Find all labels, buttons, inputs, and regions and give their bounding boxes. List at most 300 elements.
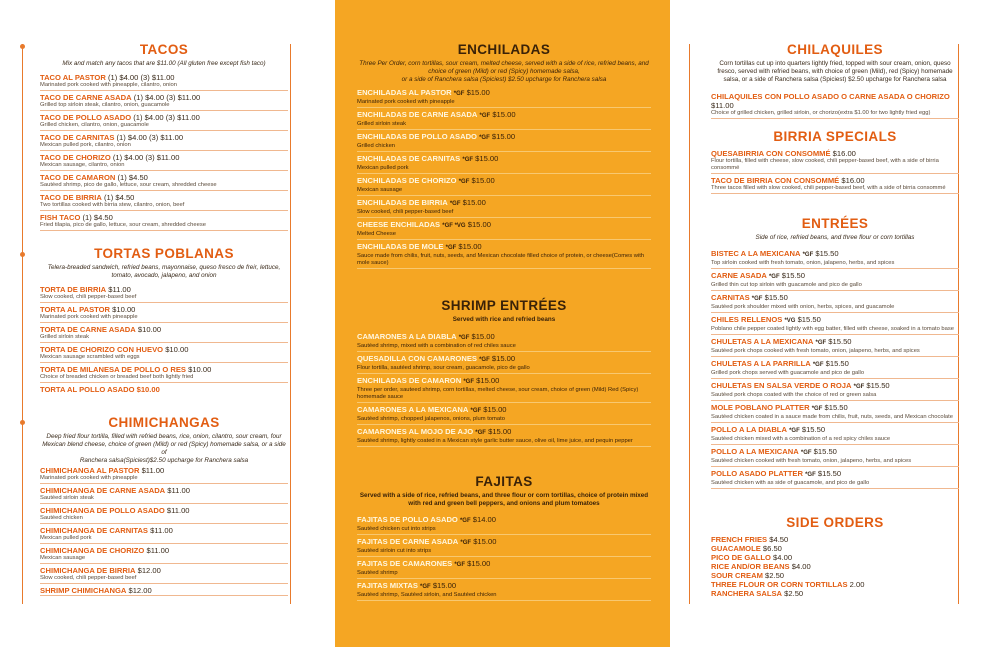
menu-item-price: $15.00 bbox=[488, 427, 512, 436]
birria-section bbox=[711, 129, 959, 196]
menu-item-description: Poblano chile pepper coated lightly with egg batter, filled with cheese, soaked in a tomato base bbox=[711, 326, 959, 335]
menu-item-description: Sautéed shrimp, Sautéed sirloin, and Sautéed chicken bbox=[357, 592, 651, 601]
menu-item-name: ENCHILADAS DE CHORIZO bbox=[357, 176, 457, 185]
menu-item-price: $15.00 bbox=[473, 537, 497, 546]
menu-item-description: Mexican sausage bbox=[357, 187, 651, 196]
menu-item-price: $15.00 bbox=[491, 354, 516, 363]
menu-item-line bbox=[711, 571, 959, 580]
menu-item-name: CHIMICHANGA AL PASTOR bbox=[40, 466, 140, 475]
menu-item-line bbox=[357, 537, 651, 548]
menu-item bbox=[40, 93, 288, 111]
menu-item bbox=[711, 571, 959, 580]
menu-item-tag: *GF bbox=[458, 179, 470, 185]
menu-item-name: CHEESE ENCHILADAS bbox=[357, 220, 441, 229]
menu-item-name: TACO AL PASTOR bbox=[40, 73, 106, 82]
menu-item-line bbox=[711, 425, 959, 436]
enchiladas-list bbox=[357, 88, 651, 269]
menu-item bbox=[357, 110, 651, 130]
menu-item-name: TORTA DE BIRRIA bbox=[40, 285, 107, 294]
menu-item-name: POLLO A LA DIABLA bbox=[711, 425, 787, 434]
menu-item-description: Mexican sausage, cilantro, onion bbox=[40, 162, 288, 171]
fajitas-list bbox=[357, 515, 651, 601]
menu-item-description: Grilled top sirloin steak, cilantro, onion, guacamole bbox=[40, 102, 288, 111]
menu-item-name: ENCHILADAS DE CARNITAS bbox=[357, 154, 461, 163]
menu-item-description: Grilled sirloin steak bbox=[40, 334, 288, 343]
menu-item-line bbox=[711, 535, 959, 544]
menu-item-price: $15.00 bbox=[467, 559, 491, 568]
menu-item-line bbox=[357, 332, 651, 343]
menu-item-price: (1) $4.00 (3) $11.00 bbox=[107, 73, 175, 82]
enchiladas-title: ENCHILADAS bbox=[457, 42, 551, 57]
chilaquiles-section bbox=[711, 42, 959, 121]
menu-item bbox=[357, 132, 651, 152]
entrees-list bbox=[711, 249, 959, 489]
chilaquiles-intro: Corn tortillas cut up into quarters lightly fried, topped with sour cream, onion, queso fresco, served with refried beans, with choice of green (Mild), red (Spicy) homemade salsa, or a side of Ranchera salsa (Spiciest) $2.50 upcharge for Ranchera salsa bbox=[717, 60, 953, 83]
menu-item-tag: *GF bbox=[449, 201, 461, 207]
menu-item-price: $15.00 bbox=[476, 376, 500, 385]
menu-item bbox=[711, 337, 959, 357]
menu-item-line bbox=[711, 589, 959, 598]
menu-item-price: $16.00 bbox=[832, 149, 856, 158]
menu-item-price: $15.00 bbox=[471, 332, 495, 341]
menu-item bbox=[40, 213, 288, 231]
menu-item-description: Sautéed shrimp bbox=[357, 570, 651, 579]
enchiladas-intro2: or a side of Ranchera salsa (Spiciest) $2.50 upcharge for Ranchera salsa bbox=[401, 76, 607, 83]
menu-item-tag: *VG bbox=[784, 318, 796, 324]
menu-item-price: (1) $4.00 (3) $11.00 bbox=[133, 113, 200, 122]
menu-item-line bbox=[40, 133, 288, 142]
menu-item-description: Marinated pork cooked with pineapple, cilantro, onion bbox=[40, 82, 288, 91]
menu-item-tag: *GF bbox=[789, 428, 800, 434]
menu-item-line bbox=[357, 427, 651, 438]
menu-item-line bbox=[40, 213, 288, 222]
menu-item-name: CHIMICHANGA DE BIRRIA bbox=[40, 566, 136, 575]
menu-item-name: CHULETAS EN SALSA VERDE O ROJA bbox=[711, 381, 852, 390]
menu-item bbox=[711, 535, 959, 544]
menu-item-name: TORTA DE MILANESA DE POLLO O RES bbox=[40, 365, 186, 374]
menu-item-tag: *GF bbox=[479, 135, 490, 141]
menu-item-description: Grilled chicken bbox=[357, 143, 651, 152]
tacos-title: TACOS bbox=[139, 42, 189, 57]
menu-item-tag: *GF bbox=[445, 245, 457, 251]
menu-item-description: Marinated pork cooked with pineapple bbox=[40, 314, 288, 323]
menu-item bbox=[40, 586, 288, 596]
menu-item-name: BISTEC A LA MEXICANA bbox=[711, 249, 801, 258]
menu-item-name: SOUR CREAM bbox=[711, 571, 763, 580]
menu-item-line bbox=[357, 176, 651, 187]
tortas-title: TORTAS POBLANAS bbox=[94, 246, 234, 261]
menu-item-name: CHILAQUILES CON POLLO ASADO O CARNE ASADA O CHORIZO bbox=[711, 92, 950, 101]
menu-item-line bbox=[357, 132, 651, 143]
menu-item-price: $11.00 bbox=[146, 546, 170, 555]
menu-item-tag: *GF bbox=[812, 362, 824, 368]
menu-item-tag: *GF bbox=[800, 450, 812, 456]
menu-item-description: Grilled chicken, cilantro, onion, guacamole bbox=[40, 122, 288, 131]
menu-item-description: Sautéed pork chops coated with the choice of red or green salsa bbox=[711, 392, 959, 401]
menu-item-line bbox=[357, 405, 651, 416]
menu-item bbox=[711, 580, 959, 589]
menu-item-name: MOLE POBLANO PLATTER bbox=[711, 403, 810, 412]
menu-item-tag: *GF bbox=[853, 384, 865, 390]
shrimp-section bbox=[357, 298, 651, 449]
menu-item-price: $6.50 bbox=[762, 544, 782, 553]
menu-item-description: Sautéed chicken coated in a sauce made from chilis, fruit, nuts, seeds, and Mexican chocolate bbox=[711, 414, 959, 423]
column-middle-orange-panel bbox=[335, 0, 670, 647]
menu-item-description: Sautéed chicken with as side of guacamole, and pico de gallo bbox=[711, 480, 959, 489]
menu-item-price: (1) $4.00 (3) $11.00 bbox=[116, 133, 184, 142]
menu-item bbox=[711, 149, 959, 174]
menu-item-price: $15.00 bbox=[432, 581, 457, 590]
menu-item-price: (1) $4.50 bbox=[82, 213, 113, 222]
menu-item-name: TACO DE POLLO ASADO bbox=[40, 113, 132, 122]
menu-item-line bbox=[357, 88, 651, 99]
menu-item-name: FRENCH FRIES bbox=[711, 535, 768, 544]
menu-item-line bbox=[357, 515, 651, 526]
chimichangas-title: CHIMICHANGAS bbox=[108, 415, 220, 430]
menu-item-line bbox=[40, 305, 288, 314]
menu-item-name: FAJITAS MIXTAS bbox=[357, 581, 418, 590]
menu-item-description: Fried tilapia, pico de gallo, lettuce, sour cream, shredded cheese bbox=[40, 222, 288, 231]
enchiladas-section bbox=[357, 42, 651, 271]
menu-item-line bbox=[357, 110, 651, 121]
menu-item-name: QUESADILLA CON CAMARONES bbox=[357, 354, 477, 363]
birria-list bbox=[711, 149, 959, 194]
tortas-section bbox=[40, 246, 288, 394]
menu-item bbox=[40, 325, 288, 343]
menu-item-price: $11.00 bbox=[150, 526, 173, 535]
menu-item bbox=[711, 315, 959, 335]
menu-item bbox=[40, 345, 288, 363]
chilaquiles-title: CHILAQUILES bbox=[787, 42, 883, 57]
menu-item bbox=[711, 176, 959, 194]
menu-item-line bbox=[711, 271, 959, 282]
menu-item bbox=[711, 359, 959, 379]
menu-item-price: $15.00 bbox=[458, 242, 482, 251]
menu-item bbox=[357, 242, 651, 269]
menu-item-line bbox=[357, 581, 651, 592]
fajitas-section bbox=[357, 474, 651, 603]
menu-item bbox=[711, 425, 959, 445]
menu-item-description: Sautéed chicken bbox=[40, 515, 288, 524]
entrees-section bbox=[711, 216, 959, 491]
menu-item-price: $10.00 bbox=[188, 365, 212, 374]
menu-item-line bbox=[357, 376, 651, 387]
menu-item-name: ENCHILADAS AL PASTOR bbox=[357, 88, 452, 97]
menu-item-price: $10.00 bbox=[165, 345, 189, 354]
menu-item-tag: *GF bbox=[475, 430, 486, 436]
tacos-intro: Mix and match any tacos that are $11.00 (All gluten free except fish taco) bbox=[62, 60, 266, 67]
chimichangas-intro2: Ranchera salsa(Spiciest)$2.50 upcharge for Ranchera salsa bbox=[79, 457, 249, 464]
menu-item bbox=[40, 305, 288, 323]
menu-item-price: $2.50 bbox=[765, 571, 785, 580]
menu-item-price: $15.00 bbox=[492, 110, 516, 119]
menu-item bbox=[711, 403, 959, 423]
menu-item bbox=[357, 354, 651, 374]
menu-item-name: CAMARONES A LA MEXICANA bbox=[357, 405, 469, 414]
sides-list bbox=[711, 535, 959, 598]
menu-item-name: ENCHILADAS DE BIRRIA bbox=[357, 198, 448, 207]
menu-item bbox=[711, 553, 959, 562]
menu-item-tag: *GF bbox=[460, 540, 472, 546]
tacos-list bbox=[40, 73, 288, 231]
menu-item-line bbox=[40, 173, 288, 182]
entrees-title: ENTRÉES bbox=[801, 216, 869, 231]
menu-item-line bbox=[711, 544, 959, 553]
menu-item-line bbox=[40, 566, 288, 575]
menu-item-description: Three tacos filled with slow cooked, chili pepper-based beef, with a side of birria consommé bbox=[711, 185, 959, 194]
menu-item-description: Grilled pork chops served with guacamole and pico de gallo bbox=[711, 370, 959, 379]
menu-item-price: $10.00 bbox=[112, 305, 136, 314]
column-right bbox=[686, 0, 966, 647]
menu-item-line bbox=[40, 113, 288, 122]
menu-item-price: $15.50 bbox=[825, 359, 849, 368]
sides-section bbox=[711, 515, 959, 598]
menu-item-description: Sautéed chicken cut into strips bbox=[357, 526, 651, 535]
menu-item-description: Mexican sausage bbox=[40, 555, 288, 564]
menu-item-tag: *GF bbox=[454, 562, 466, 568]
menu-item-description: Sautéed shrimp, pico de gallo, lettuce, sour cream, shredded cheese bbox=[40, 182, 288, 191]
menu-item-line bbox=[357, 198, 651, 209]
menu-item-name: ENCHILADAS DE CAMARON bbox=[357, 376, 462, 385]
menu-item-name: TORTA DE CARNE ASADA bbox=[40, 325, 136, 334]
menu-item-price: $15.50 bbox=[797, 315, 821, 324]
menu-item bbox=[40, 193, 288, 211]
menu-item-price: (1) $4.00 (3) $11.00 bbox=[133, 93, 201, 102]
menu-item-name: CARNE ASADA bbox=[711, 271, 767, 280]
menu-item-tag: *GF bbox=[459, 518, 471, 524]
menu-item-line bbox=[357, 220, 651, 231]
menu-item-line bbox=[711, 315, 959, 326]
menu-item-price: $11.00 bbox=[166, 506, 190, 515]
menu-item-name: RICE AND/OR BEANS bbox=[711, 562, 790, 571]
menu-item-price: $4.00 bbox=[773, 553, 793, 562]
menu-item-tag: *GF bbox=[811, 406, 823, 412]
menu-item-tag: *GF bbox=[479, 113, 491, 119]
menu-item-name: FAJITAS DE CARNE ASADA bbox=[357, 537, 459, 546]
menu-item-line bbox=[40, 285, 288, 294]
menu-item-name: FAJITAS DE POLLO ASADO bbox=[357, 515, 458, 524]
menu-item-tag: *GF bbox=[458, 335, 470, 341]
menu-item-price: $15.50 bbox=[824, 403, 848, 412]
tortas-list bbox=[40, 285, 288, 383]
menu-item-tag: *GF bbox=[453, 91, 465, 97]
menu-item-line bbox=[711, 447, 959, 458]
shrimp-intro: Served with rice and refried beans bbox=[452, 316, 556, 323]
menu-item-price: $15.00 bbox=[471, 176, 495, 185]
menu-item-price: $15.50 bbox=[817, 469, 842, 478]
menu-item-price: $15.50 bbox=[764, 293, 788, 302]
menu-item-price: $15.50 bbox=[813, 447, 837, 456]
menu-item bbox=[40, 113, 288, 131]
menu-item-name: FAJITAS DE CAMARONES bbox=[357, 559, 453, 568]
menu-item-name: CHIMICHANGA DE CARNE ASADA bbox=[40, 486, 166, 495]
menu-item-name: CAMARONES A LA DIABLA bbox=[357, 332, 457, 341]
menu-item-tag: *GF bbox=[462, 157, 474, 163]
menu-item-description: Sautéed shrimp, chopped jalapenos, onions, plum tomato bbox=[357, 416, 651, 425]
menu-item-description: Two tortillas cooked with birria stew, cilantro, onion, beef bbox=[40, 202, 288, 211]
menu-item-price: (1) $4.00 (3) $11.00 bbox=[112, 153, 180, 162]
menu-item-description: Mexican pulled pork, cilantro, onion bbox=[40, 142, 288, 151]
menu-item-name: ENCHILADAS DE POLLO ASADO bbox=[357, 132, 477, 141]
menu-item-line bbox=[711, 176, 959, 185]
menu-item-name: CHIMICHANGA DE POLLO ASADO bbox=[40, 506, 165, 515]
menu-item-price: (1) $4.50 bbox=[104, 193, 135, 202]
menu-item-description: Flour tortilla, sautéed shrimp, sour cream, guacamole, pico de gallo bbox=[357, 365, 651, 374]
menu-item bbox=[40, 285, 288, 303]
menu-item-name: CHIMICHANGA DE CARNITAS bbox=[40, 526, 148, 535]
menu-item-line bbox=[711, 337, 959, 348]
menu-item-price: $11.00 bbox=[141, 466, 165, 475]
menu-item-line bbox=[40, 466, 288, 475]
menu-item-tag: *GF *VG bbox=[442, 223, 466, 229]
menu-item-name: QUESABIRRIA CON CONSOMMÉ bbox=[711, 149, 831, 158]
menu-item-line bbox=[711, 381, 959, 392]
menu-item-description: Grilled sirloin steak bbox=[357, 121, 651, 130]
menu-item-line bbox=[711, 469, 959, 480]
menu-item-description: Sautéed pork shoulder mixed with onion, herbs, spices, and guacamole bbox=[711, 304, 959, 313]
menu-item-description: Sautéed chicken cooked with fresh tomato, onion, jalapeno, herbs, and spices bbox=[711, 458, 959, 467]
menu-item-description: Choice of breaded chicken or breaded beef both lightly fried bbox=[40, 374, 288, 383]
menu-item-description: Grilled thin cut top sirloin with guacamole and pico de gallo bbox=[711, 282, 959, 291]
chilaquiles-list bbox=[711, 92, 959, 119]
menu-item bbox=[40, 365, 288, 383]
menu-item-line bbox=[40, 345, 288, 354]
menu-item-description: Slow cooked, chili pepper-based beef bbox=[40, 294, 288, 303]
menu-item-price: $15.00 bbox=[462, 198, 486, 207]
menu-item-tag: *GF bbox=[751, 296, 763, 302]
menu-item-tag: *GF bbox=[463, 379, 474, 385]
menu-item-line bbox=[40, 325, 288, 334]
menu-item bbox=[357, 405, 651, 425]
menu-item bbox=[711, 293, 959, 313]
menu-item-name: TACO DE CHORIZO bbox=[40, 153, 111, 162]
menu-item bbox=[357, 537, 651, 557]
menu-item bbox=[357, 515, 651, 535]
menu-item-price: $15.00 bbox=[466, 88, 490, 97]
menu-item-name: PICO DE GALLO bbox=[711, 553, 771, 562]
menu-item-line bbox=[711, 293, 959, 304]
menu-item-name: POLLO A LA MEXICANA bbox=[711, 447, 799, 456]
shrimp-title: SHRIMP ENTRÉES bbox=[441, 298, 567, 313]
menu-item-description: Slow cooked, chili pepper-based beef bbox=[357, 209, 651, 218]
menu-item bbox=[357, 154, 651, 174]
entrees-intro: Side of rice, refried beans, and three flour or corn tortillas bbox=[755, 234, 915, 241]
menu-item-tag: *GF bbox=[479, 357, 490, 363]
menu-item-line bbox=[40, 486, 288, 495]
menu-item bbox=[711, 469, 959, 489]
menu-item-price: $15.00 bbox=[491, 132, 516, 141]
menu-item-line bbox=[357, 154, 651, 165]
menu-item bbox=[711, 249, 959, 269]
menu-item-price: $15.00 bbox=[467, 220, 491, 229]
menu-item bbox=[711, 271, 959, 291]
menu-item-price: $4.50 bbox=[769, 535, 789, 544]
menu-item-price: $16.00 bbox=[841, 176, 865, 185]
menu-item-price: $11.00 bbox=[711, 101, 734, 110]
menu-item-name: TACO DE BIRRIA bbox=[40, 193, 102, 202]
menu-item-description: Choice of grilled chicken, grilled sirloin, or chorizo(extra $1.00 for two lightly fried egg) bbox=[711, 110, 959, 119]
menu-item-price: $12.00 bbox=[128, 586, 152, 595]
menu-item bbox=[40, 506, 288, 524]
menu-item-line bbox=[40, 506, 288, 515]
menu-item-tag: *GF bbox=[805, 472, 816, 478]
menu-item-name: TACO DE CAMARON bbox=[40, 173, 116, 182]
menu-item-line bbox=[40, 586, 288, 596]
menu-item-price: $4.00 bbox=[791, 562, 811, 571]
menu-item-line bbox=[40, 93, 288, 102]
menu-item-description: Marinated pork cooked with pineapple bbox=[40, 475, 288, 484]
menu-item-line bbox=[711, 562, 959, 571]
menu-item bbox=[711, 589, 959, 598]
menu-item bbox=[357, 427, 651, 447]
menu-item-description: Sautéed shrimp, lightly coated in a Mexican style garlic butter sauce, olive oil, lime juice, and pequin pepper bbox=[357, 438, 651, 447]
menu-item-description: Sautéed shrimp, mixed with a combination of red chiles sauce bbox=[357, 343, 651, 352]
menu-item bbox=[357, 176, 651, 196]
fajitas-title: FAJITAS bbox=[475, 474, 533, 489]
shrimp-list bbox=[357, 332, 651, 447]
menu-item bbox=[40, 73, 288, 91]
menu-item bbox=[40, 546, 288, 564]
menu-item-name: TORTA AL PASTOR bbox=[40, 305, 111, 314]
menu-item-name: THREE FLOUR OR CORN TORTILLAS bbox=[711, 580, 848, 589]
menu-item-description: Slow cooked, chili pepper-based beef bbox=[40, 575, 288, 584]
menu-item-tag: *GF bbox=[815, 340, 827, 346]
menu-item-price: $15.00 bbox=[475, 154, 499, 163]
menu-item-line bbox=[40, 193, 288, 202]
menu-item-name: TORTA DE CHORIZO CON HUEVO bbox=[40, 345, 164, 354]
menu-item-line bbox=[711, 249, 959, 260]
menu-item bbox=[40, 466, 288, 484]
menu-item-name: ENCHILADAS DE CARNE ASADA bbox=[357, 110, 478, 119]
menu-item-line bbox=[711, 403, 959, 414]
menu-item-line bbox=[711, 359, 959, 370]
menu-item-name: POLLO ASADO PLATTER bbox=[711, 469, 803, 478]
menu-item-name: CHILES RELLENOS bbox=[711, 315, 783, 324]
menu-item bbox=[40, 526, 288, 544]
column-left bbox=[20, 0, 292, 647]
menu-item-price: (1) $4.50 bbox=[117, 173, 148, 182]
menu-item bbox=[357, 376, 651, 403]
menu-item-description: Sautéed sirloin steak bbox=[40, 495, 288, 504]
chimichangas-intro: Deep fried flour tortilla, filled with refried beans, rice, onion, cilantro, sour cream, four Mexican blend cheese, choice of green (Mild) or red (Spicy) homemade salsa, or a side of bbox=[42, 433, 286, 456]
sides-title: SIDE ORDERS bbox=[786, 515, 884, 530]
menu-item-line bbox=[711, 553, 959, 562]
menu-item-description: Melted Cheese bbox=[357, 231, 651, 240]
menu-item-line bbox=[40, 73, 288, 82]
menu-item bbox=[357, 198, 651, 218]
menu-item-price: $11.00 bbox=[108, 285, 131, 294]
menu-item-description: Sautéed pork chops cooked with fresh tomato, onion, jalapeno, herbs, and spices bbox=[711, 348, 959, 357]
menu-item bbox=[357, 581, 651, 601]
tortas-intro: Telera-breaded sandwich, refried beans, mayonnaise, queso fresco de freir, lettuce, tomato, avocado, jalapeno, and onion bbox=[47, 264, 281, 279]
menu-item-price: $15.00 bbox=[483, 405, 507, 414]
menu-item-price: $14.00 bbox=[472, 515, 496, 524]
menu-item bbox=[40, 133, 288, 151]
menu-item-name: CHULETAS A LA PARRILLA bbox=[711, 359, 811, 368]
menu-item bbox=[357, 220, 651, 240]
menu-item-description: Three per order, sauteed shrimp, corn tortillas, melted cheese, sour cream, choice of green (Mild) Red (Spicy) homemade sauce bbox=[357, 387, 651, 403]
menu-item-tag: *GF bbox=[802, 252, 814, 258]
menu-item-name: CAMARONES AL MOJO DE AJO bbox=[357, 427, 474, 436]
menu-item-description: Sauce made from chilis, fruit, nuts, seeds, and Mexican chocolate filled choice of protein, or cheese(Comes with mole sauce) bbox=[357, 253, 651, 269]
menu-item-line bbox=[357, 242, 651, 253]
chimichangas-section bbox=[40, 415, 288, 598]
menu-item-tag: *GF bbox=[420, 584, 431, 590]
menu-item-description: Flour tortilla, filled with cheese, slow cooked, chili pepper-based beef, with a side of birria consommé bbox=[711, 158, 959, 174]
menu-item-name: TACO DE CARNITAS bbox=[40, 133, 115, 142]
menu-item-description: Mexican pulled pork bbox=[40, 535, 288, 544]
menu-item-line bbox=[40, 546, 288, 555]
